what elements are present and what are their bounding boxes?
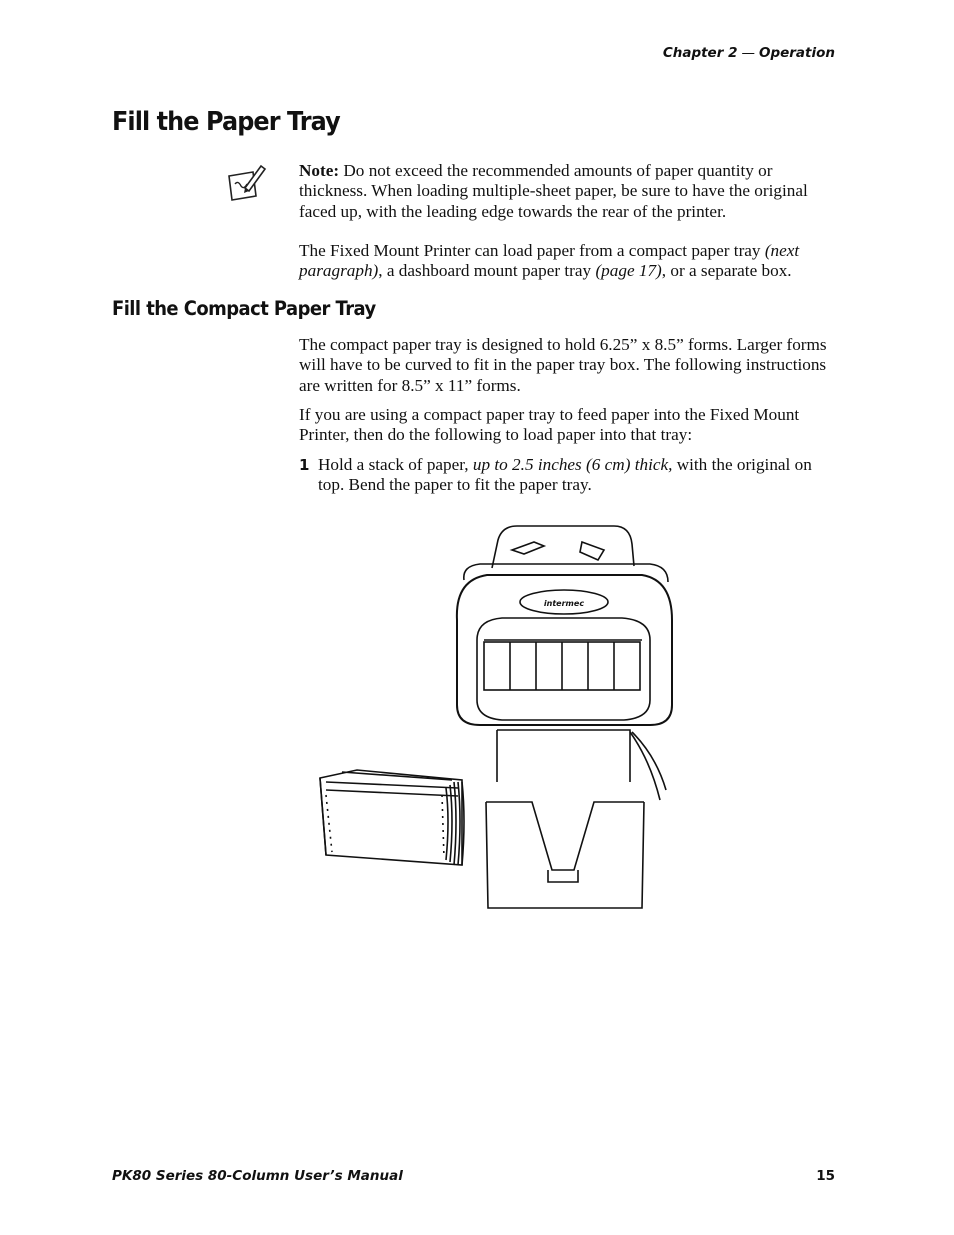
intro-ref-next: (next paragraph) (299, 241, 800, 281)
paper-tray (486, 730, 666, 908)
header-dash: — (741, 45, 755, 61)
tray-instructions-intro: If you are using a compact paper tray to feed paper into the Fixed Mount Printer, then do the following to load paper into that tray: (299, 405, 800, 445)
intro-text-1: The Fixed Mount Printer can load paper from a compact paper tray (299, 241, 765, 260)
footer-manual-title: PK80 Series 80-Column User’s Manual (112, 1168, 403, 1184)
intro-paragraph (299, 241, 839, 282)
printer-body (457, 526, 672, 725)
subsection-title: Fill the Compact Paper Tray (112, 297, 376, 320)
tray-description: The compact paper tray is designed to hold 6.25” x 8.5” forms. Larger forms will have to be curved to fit in the paper tray box. The following instructions are written for 8.5” x 11” forms. (299, 335, 827, 395)
step-number: 1 (299, 456, 310, 474)
note-pencil-icon (223, 162, 267, 202)
note-text: Do not exceed the recommended amounts of paper quantity or thickness. When loading multiple-sheet paper, be sure to have the original faced up, with the leading edge towards the rear of the printer. (299, 161, 808, 221)
header-section: Operation (758, 45, 835, 61)
running-header (663, 45, 835, 61)
step-text (318, 455, 839, 496)
page-title: Fill the Paper Tray (112, 107, 340, 137)
note-paragraph (299, 161, 839, 222)
intro-text-3: , or a separate box. (661, 261, 792, 281)
note-label: Note: (299, 161, 340, 180)
header-chapter: Chapter 2 (662, 45, 738, 61)
printer-tray-illustration (312, 520, 682, 915)
step-text-2: with the original on top. Bend the paper to fit the paper tray. (318, 455, 812, 495)
intro-text-2: , a dashboard mount paper tray (378, 261, 596, 281)
intro-ref-page: (page 17) (595, 261, 662, 281)
step-text-1: Hold a stack of paper, (318, 455, 473, 474)
step-italic: up to 2.5 inches (6 cm) thick, (472, 455, 673, 474)
footer-page-number: 15 (816, 1168, 835, 1184)
paper-stack (320, 770, 464, 865)
printer-logo: intermec (543, 599, 585, 608)
